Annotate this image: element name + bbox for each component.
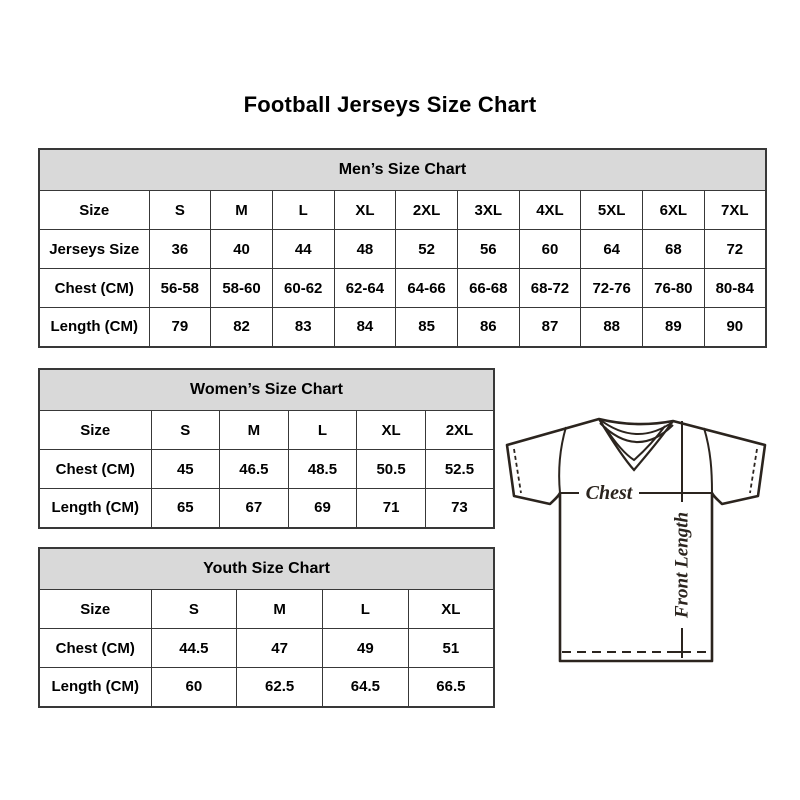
table-cell: 64.5 (323, 668, 409, 707)
table-cell: 79 (149, 308, 211, 347)
table-row (39, 668, 494, 707)
table-row (39, 489, 494, 528)
table-cell: 5XL (581, 191, 643, 230)
table-cell: 60 (151, 668, 237, 707)
table-cell: 48 (334, 230, 396, 269)
table-cell: 64 (581, 230, 643, 269)
table-cell: L (323, 590, 409, 629)
front-length-label: Front Length (671, 511, 693, 619)
table-row (39, 411, 494, 450)
table-cell: 65 (151, 489, 220, 528)
sleeve-seam-left (559, 427, 566, 493)
table-cell: 66.5 (408, 668, 494, 707)
table-cell: 62.5 (237, 668, 323, 707)
table-cell: 47 (237, 629, 323, 668)
table-cell: XL (334, 191, 396, 230)
table-cell: 89 (643, 308, 705, 347)
table-cell: 88 (581, 308, 643, 347)
table-cell: 46.5 (220, 450, 289, 489)
table-cell: 44 (272, 230, 334, 269)
mens-size-table (38, 148, 767, 348)
row-label: Length (CM) (39, 308, 149, 347)
table-row (39, 191, 766, 230)
row-label: Chest (CM) (39, 629, 151, 668)
mens-table-title: Men’s Size Chart (39, 149, 766, 191)
table-cell: S (151, 411, 220, 450)
table-cell: 68-72 (519, 269, 581, 308)
table-row (39, 230, 766, 269)
table-row (39, 269, 766, 308)
jersey-outline (507, 419, 765, 661)
table-cell: 64-66 (396, 269, 458, 308)
table-cell: 67 (220, 489, 289, 528)
table-cell: 80-84 (704, 269, 766, 308)
table-cell: 66-68 (457, 269, 519, 308)
youth-table-title: Youth Size Chart (39, 548, 494, 590)
table-cell: 76-80 (643, 269, 705, 308)
table-cell: 69 (288, 489, 357, 528)
table-cell: 86 (457, 308, 519, 347)
table-cell: 72-76 (581, 269, 643, 308)
table-cell: 51 (408, 629, 494, 668)
row-label: Size (39, 411, 151, 450)
row-label: Length (CM) (39, 489, 151, 528)
table-cell: 72 (704, 230, 766, 269)
table-cell: 45 (151, 450, 220, 489)
table-cell: L (288, 411, 357, 450)
table-cell: 84 (334, 308, 396, 347)
table-row (39, 590, 494, 629)
table-cell: M (237, 590, 323, 629)
chest-label: Chest (585, 482, 633, 504)
table-cell: S (151, 590, 237, 629)
womens-size-table (38, 368, 495, 529)
table-cell: 40 (211, 230, 273, 269)
table-cell: 85 (396, 308, 458, 347)
table-row (39, 629, 494, 668)
table-cell: 48.5 (288, 450, 357, 489)
jersey-measurement-diagram (502, 396, 776, 678)
youth-size-table (38, 547, 495, 708)
cuff-dashed-line-left (514, 449, 521, 493)
table-cell: M (211, 191, 273, 230)
table-cell: 60-62 (272, 269, 334, 308)
table-cell: 90 (704, 308, 766, 347)
table-cell: 44.5 (151, 629, 237, 668)
table-cell: 82 (211, 308, 273, 347)
table-cell: 2XL (425, 411, 494, 450)
table-row (39, 450, 494, 489)
table-cell: 62-64 (334, 269, 396, 308)
table-cell: 36 (149, 230, 211, 269)
table-cell: 6XL (643, 191, 705, 230)
table-cell: XL (357, 411, 426, 450)
table-cell: XL (408, 590, 494, 629)
page-title: Football Jerseys Size Chart (243, 92, 537, 117)
table-cell: 49 (323, 629, 409, 668)
table-cell: 83 (272, 308, 334, 347)
row-label: Chest (CM) (39, 269, 149, 308)
row-label: Jerseys Size (39, 230, 149, 269)
table-cell: 60 (519, 230, 581, 269)
table-cell: 2XL (396, 191, 458, 230)
table-cell: 87 (519, 308, 581, 347)
row-label: Size (39, 191, 149, 230)
table-row (39, 308, 766, 347)
table-cell: S (149, 191, 211, 230)
table-cell: 4XL (519, 191, 581, 230)
row-label: Size (39, 590, 151, 629)
table-cell: 50.5 (357, 450, 426, 489)
row-label: Length (CM) (39, 668, 151, 707)
womens-table-title: Women’s Size Chart (39, 369, 494, 411)
table-cell: 68 (643, 230, 705, 269)
table-cell: 7XL (704, 191, 766, 230)
row-label: Chest (CM) (39, 450, 151, 489)
table-cell: 71 (357, 489, 426, 528)
table-cell: 58-60 (211, 269, 273, 308)
table-cell: 52 (396, 230, 458, 269)
table-cell: 73 (425, 489, 494, 528)
cuff-dashed-line-right (750, 449, 757, 493)
sleeve-seam-right (704, 428, 712, 493)
table-cell: 3XL (457, 191, 519, 230)
table-cell: L (272, 191, 334, 230)
table-cell: 52.5 (425, 450, 494, 489)
table-cell: M (220, 411, 289, 450)
table-cell: 56-58 (149, 269, 211, 308)
table-cell: 56 (457, 230, 519, 269)
